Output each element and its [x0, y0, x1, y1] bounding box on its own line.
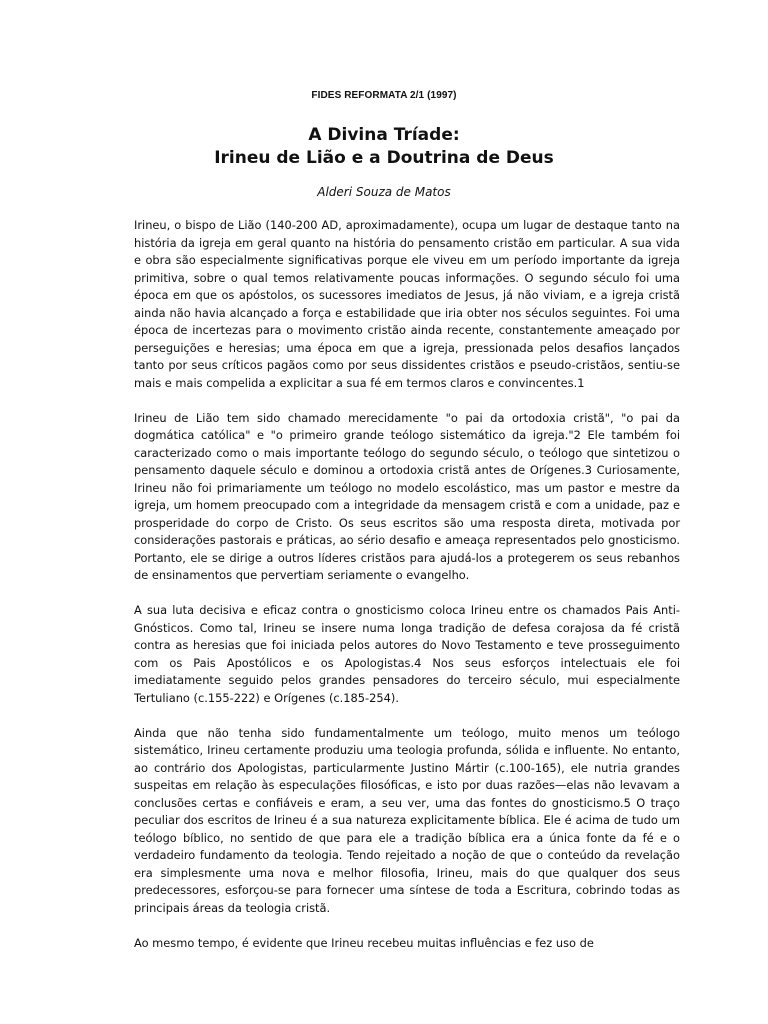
paragraph-4: Ainda que não tenha sido fundamentalmente um teólogo, muito menos um teólogo sistemático, Irineu certamente produziu uma teologia profunda, sólida e influente. No entanto, ao contrário dos Apologistas, particularmente Justino Mártir (c.100-165), ele nutria grandes suspeitas em relação às especulações filosóficas, e isto por duas razões—elas não levavam a conclusões certas e confiáveis e eram, a seu ver, uma das fontes do gnosticismo.5 O traço peculiar dos escritos de Irineu é a sua natureza explicitamente bíblica. Ele é acima de tudo um teólogo bíblico, no sentido de que para ele a tradição bíblica era a única fonte da fé e o verdadeiro fundamento da teologia. Tendo rejeitado a noção de que o conteúdo da revelação era simplesmente uma nova e melhor filosofia, Irineu, mais do que qualquer dos seus predecessores, esforçou-se para fornecer uma síntese de toda a Escritura, cobrindo todas as principais áreas da teologia cristã. [134, 725, 680, 915]
article-title [0, 124, 768, 170]
article-author: Alderi Souza de Matos [317, 185, 451, 199]
paragraph-5: Ao mesmo tempo, é evidente que Irineu recebeu muitas influências e fez uso de [134, 935, 594, 950]
paragraph-3: A sua luta decisiva e eficaz contra o gnosticismo coloca Irineu entre os chamados Pais Anti-Gnósticos. Como tal, Irineu se insere numa longa tradição de defesa corajosa da fé cristã contra as heresias que foi iniciada pelos autores do Novo Testamento e teve prosseguimento com os Pais Apostólicos e os Apologistas.4 Nos seus esforços intelectuais ele foi imediatamente seguido pelos grandes pensadores do terceiro século, mui especialmente Tertuliano (c.155-222) e Orígenes (c.185-254). [134, 603, 680, 705]
journal-header: FIDES REFORMATA 2/1 (1997) [311, 90, 457, 101]
article-title-line-1: A Divina Tríade: [308, 125, 460, 145]
article-title-line-2: Irineu de Lião e a Doutrina de Deus [214, 148, 554, 168]
paragraph-2: Irineu de Lião tem sido chamado merecidamente "o pai da ortodoxia cristã", "o pai da dogmática católica" e "o primeiro grande teólogo sistemático da igreja."2 Ele também foi caracterizado como o mais importante teólogo do segundo século, o teólogo que sintetizou o pensamento daquele século e dominou a ortodoxia cristã antes de Orígenes.3 Curiosamente, Irineu não foi primariamente um teólogo no modelo escolástico, mas um pastor e mestre da igreja, um homem preocupado com a integridade da mensagem cristã e com a unidade, paz e prosperidade do corpo de Cristo. Os seus escritos são uma resposta direta, motivada por considerações pastorais e práticas, ao sério desafio e ameaça representados pelo gnosticismo. Portanto, ele se dirige a outros líderes cristãos para ajudá-los a protegerem os seus rebanhos de ensinamentos que pervertiam seriamente o evangelho. [134, 410, 680, 582]
article-body [134, 217, 680, 970]
paragraph-1: Irineu, o bispo de Lião (140-200 AD, aproximadamente), ocupa um lugar de destaque tanto na história da igreja em geral quanto na história do pensamento cristão em particular. A sua vida e obra são especialmente significativas porque ele viveu em um período importante da igreja primitiva, sobre o qual temos relativamente poucas informações. O segundo século foi uma época em que os apóstolos, os sucessores imediatos de Jesus, já não viviam, e a igreja cristã ainda não havia alcançado a força e estabilidade que iria obter nos séculos seguintes. Foi uma época de incertezas para o movimento cristão ainda recente, constantemente ameaçado por perseguições e heresias; uma época em que a igreja, pressionada pelos desafios lançados tanto por seus críticos pagãos como por seus dissidentes cristãos e pseudo-cristãos, sentiu-se mais e mais compelida a explicitar a sua fé em termos claros e convincentes.1 [134, 218, 680, 390]
